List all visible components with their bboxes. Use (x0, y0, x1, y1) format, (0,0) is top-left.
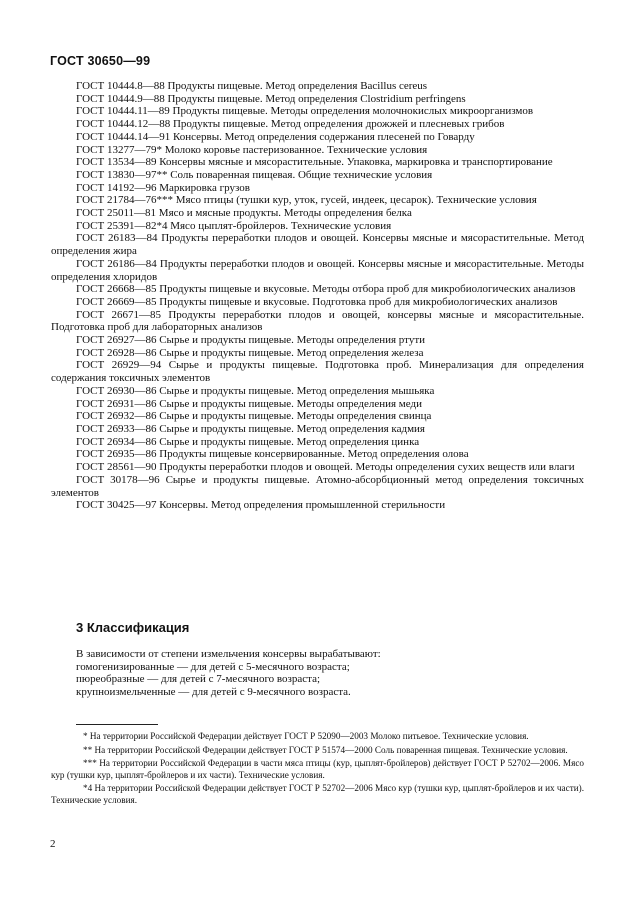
reference-item: ГОСТ 21784—76*** Мясо птицы (тушки кур, уток, гусей, индеек, цесарок). Технические условия (76, 194, 537, 207)
reference-item: ГОСТ 14192—96 Маркировка грузов (76, 181, 250, 194)
reference-item: ГОСТ 10444.14—91 Консервы. Метод определения содержания плесеней по Говарду (76, 130, 475, 143)
reference-item: ГОСТ 26931—86 Сырье и продукты пищевые. Методы определения меди (76, 397, 422, 410)
normative-references-list (51, 80, 584, 512)
reference-item: ГОСТ 26183—84 Продукты переработки плодов и овощей. Консервы мясные и мясорастительные. Метод определения жира (51, 232, 584, 258)
reference-item: ГОСТ 26935—86 Продукты пищевые консервированные. Метод определения олова (76, 448, 469, 461)
reference-item: ГОСТ 26928—86 Сырье и продукты пищевые. Метод определения железа (76, 346, 424, 359)
footnotes (51, 731, 584, 809)
reference-item: ГОСТ 26932—86 Сырье и продукты пищевые. Методы определения свинца (76, 410, 432, 423)
section-paragraph: В зависимости от степени измельчения консервы вырабатывают: (76, 648, 381, 660)
reference-item: ГОСТ 10444.11—89 Продукты пищевые. Методы определения молочнокислых микроорганизмов (76, 105, 534, 118)
reference-item: ГОСТ 10444.8—88 Продукты пищевые. Метод определения Bacillus cereus (76, 80, 428, 92)
section-classification (51, 620, 584, 699)
reference-item: ГОСТ 13534—89 Консервы мясные и мясорастительные. Упаковка, маркировка и транспортирование (76, 156, 553, 169)
reference-item: ГОСТ 25391—82*4 Мясо цыплят-бройлеров. Технические условия (76, 219, 392, 232)
section-paragraph: крупноизмельченные — для детей с 9-месячного возраста. (76, 686, 351, 699)
reference-item: ГОСТ 28561—90 Продукты переработки плодов и овощей. Методы определения сухих веществ или влаги (76, 461, 575, 474)
reference-item: ГОСТ 26668—85 Продукты пищевые и вкусовые. Методы отбора проб для микробиологических анализов (76, 283, 576, 296)
footnote-item: *** На территории Российской Федерации в части мяса птицы (кур, цыплят-бройлеров) действует ГОСТ Р 52702—2006. Мясо кур (тушки кур, цыплят-бройлеров и их части). Технические условия. (51, 758, 584, 780)
section-paragraph: гомогенизированные — для детей с 5-месячного возраста; (76, 660, 350, 673)
reference-item: ГОСТ 26671—85 Продукты переработки плодов и овощей, консервы мясные и мясорастительные. Подготовка проб для лабораторных анализов (51, 308, 584, 334)
reference-item: ГОСТ 26186—84 Продукты переработки плодов и овощей. Консервы мясные и мясорастительные. Методы определения хлоридов (51, 257, 584, 283)
reference-item: ГОСТ 13830—97** Соль поваренная пищевая. Общие технические условия (76, 168, 433, 181)
footnote-item: * На территории Российской Федерации действует ГОСТ Р 52090—2003 Молоко питьевое. Технические условия. (83, 731, 529, 741)
reference-item: ГОСТ 10444.9—88 Продукты пищевые. Метод определения Clostridium perfringens (76, 92, 466, 105)
reference-item: ГОСТ 26930—86 Сырье и продукты пищевые. Метод определения мышьяка (76, 384, 435, 397)
reference-item: ГОСТ 26929—94 Сырье и продукты пищевые. Подготовка проб. Минерализация для определения содержания токсичных элементов (51, 359, 584, 385)
section-paragraph: пюреобразные — для детей с 7-месячного возраста; (76, 673, 321, 686)
footnote-divider (76, 724, 158, 725)
document-header: ГОСТ 30650—99 (50, 54, 151, 68)
reference-item: ГОСТ 26669—85 Продукты пищевые и вкусовые. Подготовка проб для микробиологических анализов (76, 295, 558, 308)
section-title: 3 Классификация (76, 620, 190, 635)
reference-item: ГОСТ 26933—86 Сырье и продукты пищевые. Метод определения кадмия (76, 422, 425, 435)
reference-item: ГОСТ 26927—86 Сырье и продукты пищевые. Методы определения ртути (76, 334, 426, 347)
reference-item: ГОСТ 30425—97 Консервы. Метод определения промышленной стерильности (76, 499, 446, 512)
reference-item: ГОСТ 13277—79* Молоко коровье пастеризованное. Технические условия (76, 143, 428, 156)
reference-item: ГОСТ 30178—96 Сырье и продукты пищевые. Атомно-абсорбционный метод определения токсичных элементов (51, 473, 584, 499)
page-number: 2 (50, 838, 56, 850)
reference-item: ГОСТ 26934—86 Сырье и продукты пищевые. Метод определения цинка (76, 435, 420, 448)
footnote-item: ** На территории Российской Федерации действует ГОСТ Р 51574—2000 Соль поваренная пищевая. Технические условия. (83, 744, 568, 755)
reference-item: ГОСТ 10444.12—88 Продукты пищевые. Метод определения дрожжей и плесневых грибов (76, 118, 505, 131)
reference-item: ГОСТ 25011—81 Мясо и мясные продукты. Методы определения белка (76, 207, 412, 220)
footnote-item: *4 На территории Российской Федерации действует ГОСТ Р 52702—2006 Мясо кур (тушки кур, цыплят-бройлеров и их части). Технические условия. (51, 783, 584, 805)
